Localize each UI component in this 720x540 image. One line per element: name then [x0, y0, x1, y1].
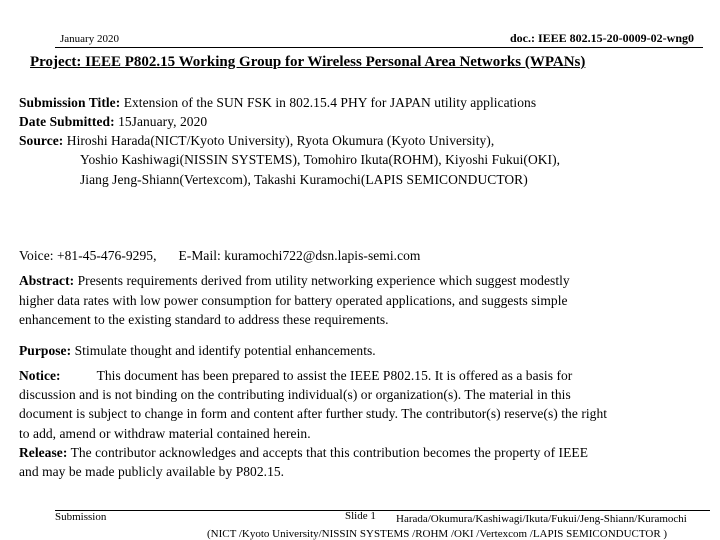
notice-text-1: This document has been prepared to assist the IEEE P802.15. It is offered as a basis for: [96, 368, 573, 383]
release-text-1: The contributor acknowledges and accepts that this contribution becomes the property of IEEE: [70, 445, 588, 460]
purpose-label: Purpose:: [19, 343, 72, 358]
header-divider: [55, 47, 703, 48]
submission-title-value: Extension of the SUN FSK in 802.15.4 PHY for JAPAN utility applications: [123, 95, 537, 110]
source-line-2: Yoshio Kashiwagi(NISSIN SYSTEMS), Tomohiro Ikuta(ROHM), Kiyoshi Fukui(OKI),: [80, 152, 561, 167]
abstract-text-1: Presents requirements derived from utility networking experience which suggest modestly: [77, 273, 570, 288]
project-title: Project: IEEE P802.15 Working Group for Wireless Personal Area Networks (WPANs): [30, 54, 586, 70]
date-submitted-line: [19, 114, 207, 130]
notice-line-2: discussion and is not binding on the contributing individual(s) or organization(s). The material in this: [19, 387, 571, 402]
source-label: Source:: [19, 133, 64, 148]
notice-line-4: to add, amend or withdraw material contained herein.: [19, 426, 311, 441]
source-line-1: [19, 133, 494, 149]
purpose-line: [19, 343, 376, 359]
abstract-line-3: enhancement to the existing standard to address these requirements.: [19, 312, 389, 327]
abstract-line-1: [19, 273, 570, 289]
notice-line-1: [19, 368, 572, 384]
submission-title-line: [19, 95, 536, 111]
header-date: January 2020: [60, 33, 119, 45]
email-address: E-Mail: kuramochi722@dsn.lapis-semi.com: [178, 248, 421, 263]
source-line-3: Jiang Jeng-Shiann(Vertexcom), Takashi Kuramochi(LAPIS SEMICONDUCTOR): [80, 172, 528, 187]
voice-number: Voice: +81-45-476-9295,: [19, 248, 157, 263]
header-doc-id: doc.: IEEE 802.15-20-0009-02-wng0: [509, 31, 694, 45]
date-submitted-label: Date Submitted:: [19, 114, 115, 129]
submission-title-label: Submission Title:: [19, 95, 121, 110]
source-value-1: Hiroshi Harada(NICT/Kyoto University), Ryota Okumura (Kyoto University),: [66, 133, 495, 148]
abstract-label: Abstract:: [19, 273, 75, 288]
footer-submission: Submission: [55, 511, 107, 523]
footer-affiliations: (NICT /Kyoto University/NISSIN SYSTEMS /ROHM /OKI /Vertexcom /LAPIS SEMICONDUCTOR ): [207, 528, 668, 540]
purpose-text: Stimulate thought and identify potential enhancements.: [74, 343, 376, 358]
release-line-2: and may be made publicly available by P802.15.: [19, 464, 285, 479]
release-line-1: [19, 445, 588, 461]
contact-line: [19, 248, 420, 264]
footer-slide-number: Slide 1: [345, 510, 376, 522]
footer-authors: Harada/Okumura/Kashiwagi/Ikuta/Fukui/Jeng-Shiann/Kuramochi: [396, 513, 687, 525]
date-submitted-value: 15January, 2020: [118, 114, 208, 129]
notice-label: Notice:: [19, 368, 61, 383]
notice-line-3: document is subject to change in form and content after further study. The contributor(s) reserve(s) the right: [19, 406, 608, 421]
footer-divider: [55, 510, 710, 511]
abstract-line-2: higher data rates with low power consumption for battery operated applications, and suggests simple: [19, 293, 568, 308]
release-label: Release:: [19, 445, 68, 460]
